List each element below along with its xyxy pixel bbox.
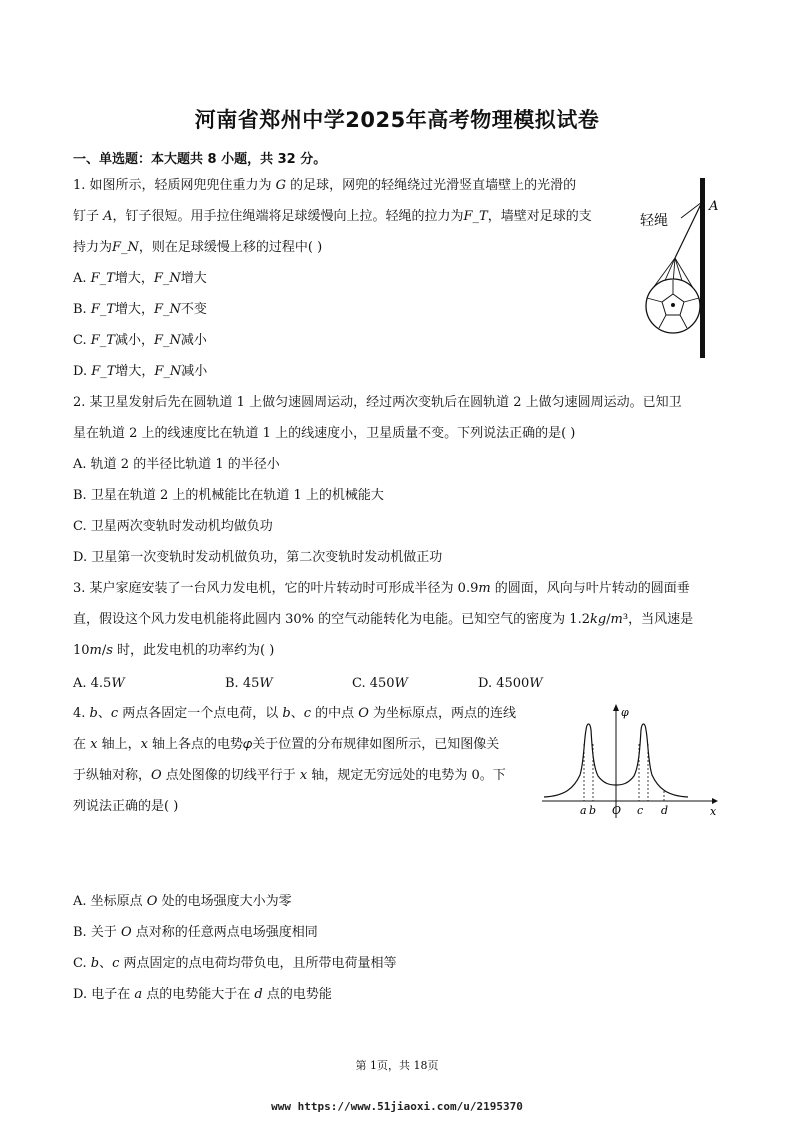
watermark-url: www https://www.51jiaoxi.com/u/2195370 — [271, 1100, 523, 1113]
q3-option-d: D. 4500𝑊 — [478, 676, 543, 691]
q3-line1: 3. 某户家庭安装了一台风力发电机，它的叶片转动时可形成半径为 0.9𝑚 的圆面，风向与叶片转动的圆面垂 — [73, 581, 690, 596]
nail-label: A — [709, 199, 719, 214]
rope-line — [675, 202, 702, 258]
q1-line3: 持力为𝐹_𝑁，则在足球缓慢上移的过程中( ) — [73, 240, 323, 255]
point-c-label: c — [637, 804, 644, 817]
q1-line1: 1. 如图所示，轻质网兜兜住重力为 𝐺 的足球，网兜的轻绳绕过光滑竖直墙壁上的光滑的 — [73, 178, 577, 193]
q2-line1: 2. 某卫星发射后先在圆轨道 1 上做匀速圆周运动，经过两次变轨后在圆轨道 2 上做匀速圆周运动。已知卫 — [73, 395, 682, 410]
q1-option-d: D. 𝐹_𝑇增大，𝐹_𝑁减小 — [73, 364, 208, 379]
q2-option-a: A. 轨道 2 的半径比轨道 1 的半径小 — [73, 457, 280, 472]
page-title: 河南省郑州中学2025年高考物理模拟试卷 — [194, 108, 600, 132]
q4-line1: 4. 𝑏、𝑐 两点各固定一个点电荷，以 𝑏、𝑐 的中点 𝑂 为坐标原点，两点的连线 — [73, 706, 517, 721]
point-d-label: d — [661, 804, 669, 817]
q1-figure — [615, 170, 725, 365]
q2-option-b: B. 卫星在轨道 2 上的机械能比在轨道 1 上的机械能大 — [73, 488, 384, 503]
page-footer: 第 1页，共 18页 — [355, 1059, 439, 1072]
q1-line2: 钉子 𝐴，钉子很短。用手拉住绳端将足球缓慢向上拉。轻绳的拉力为𝐹_𝑇，墙壁对足球的支 — [73, 209, 592, 224]
rope-end — [681, 202, 702, 218]
q3-option-b: B. 45𝑊 — [225, 676, 273, 691]
q1-option-b: B. 𝐹_𝑇增大，𝐹_𝑁不变 — [73, 302, 207, 317]
ball-center — [671, 303, 675, 307]
q4-line2: 在 𝑥 轴上，𝑥 轴上各点的电势𝜑关于位置的分布规律如图所示，已知图像关 — [73, 737, 500, 752]
q4-line3: 于纵轴对称，𝑂 点处图像的切线平行于 𝑥 轴，规定无穷远处的电势为 0。下 — [73, 768, 506, 783]
section-heading: 一、单选题：本大题共 8 小题，共 32 分。 — [73, 152, 327, 167]
origin-label: O — [612, 804, 622, 817]
q3-line3: 10𝑚/𝑠 时，此发电机的功率约为( ) — [73, 643, 275, 658]
point-b-label: b — [589, 804, 597, 817]
q4-option-b: B. 关于 𝑂 点对称的任意两点电场强度相同 — [73, 925, 318, 940]
q2-line2: 星在轨道 2 上的线速度比在轨道 1 上的线速度小，卫星质量不变。下列说法正确的是( ) — [73, 426, 576, 441]
q3-option-c: C. 450𝑊 — [352, 676, 408, 691]
q1-option-c: C. 𝐹_𝑇减小，𝐹_𝑁减小 — [73, 333, 207, 348]
q3-line2: 直，假设这个风力发电机能将此圆内 30% 的空气动能转化为电能。已知空气的密度为 1.2𝑘𝑔/𝑚³，当风速是 — [73, 612, 694, 627]
q4-option-d: D. 电子在 𝑎 点的电势能大于在 𝑑 点的电势能 — [73, 987, 332, 1002]
x-label: x — [710, 805, 717, 818]
q4-potential-graph — [540, 700, 725, 825]
point-a-label: a — [580, 804, 587, 817]
q2-option-d: D. 卫星第一次变轨时发动机做负功，第二次变轨时发动机做正功 — [73, 550, 443, 565]
rope-label: 轻绳 — [640, 213, 668, 229]
x-axis-arrow — [712, 798, 718, 804]
phi-label: φ — [621, 706, 629, 719]
q4-line4: 列说法正确的是( ) — [73, 799, 179, 814]
q3-option-a: A. 4.5𝑊 — [73, 676, 125, 691]
q1-option-a: A. 𝐹_𝑇增大，𝐹_𝑁增大 — [73, 271, 207, 286]
q2-option-c: C. 卫星两次变轨时发动机均做负功 — [73, 519, 273, 534]
phi-axis-arrow — [613, 704, 619, 711]
q4-option-a: A. 坐标原点 𝑂 处的电场强度大小为零 — [73, 894, 292, 909]
q4-option-c: C. 𝑏、𝑐 两点固定的点电荷均带负电，且所带电荷量相等 — [73, 956, 397, 971]
